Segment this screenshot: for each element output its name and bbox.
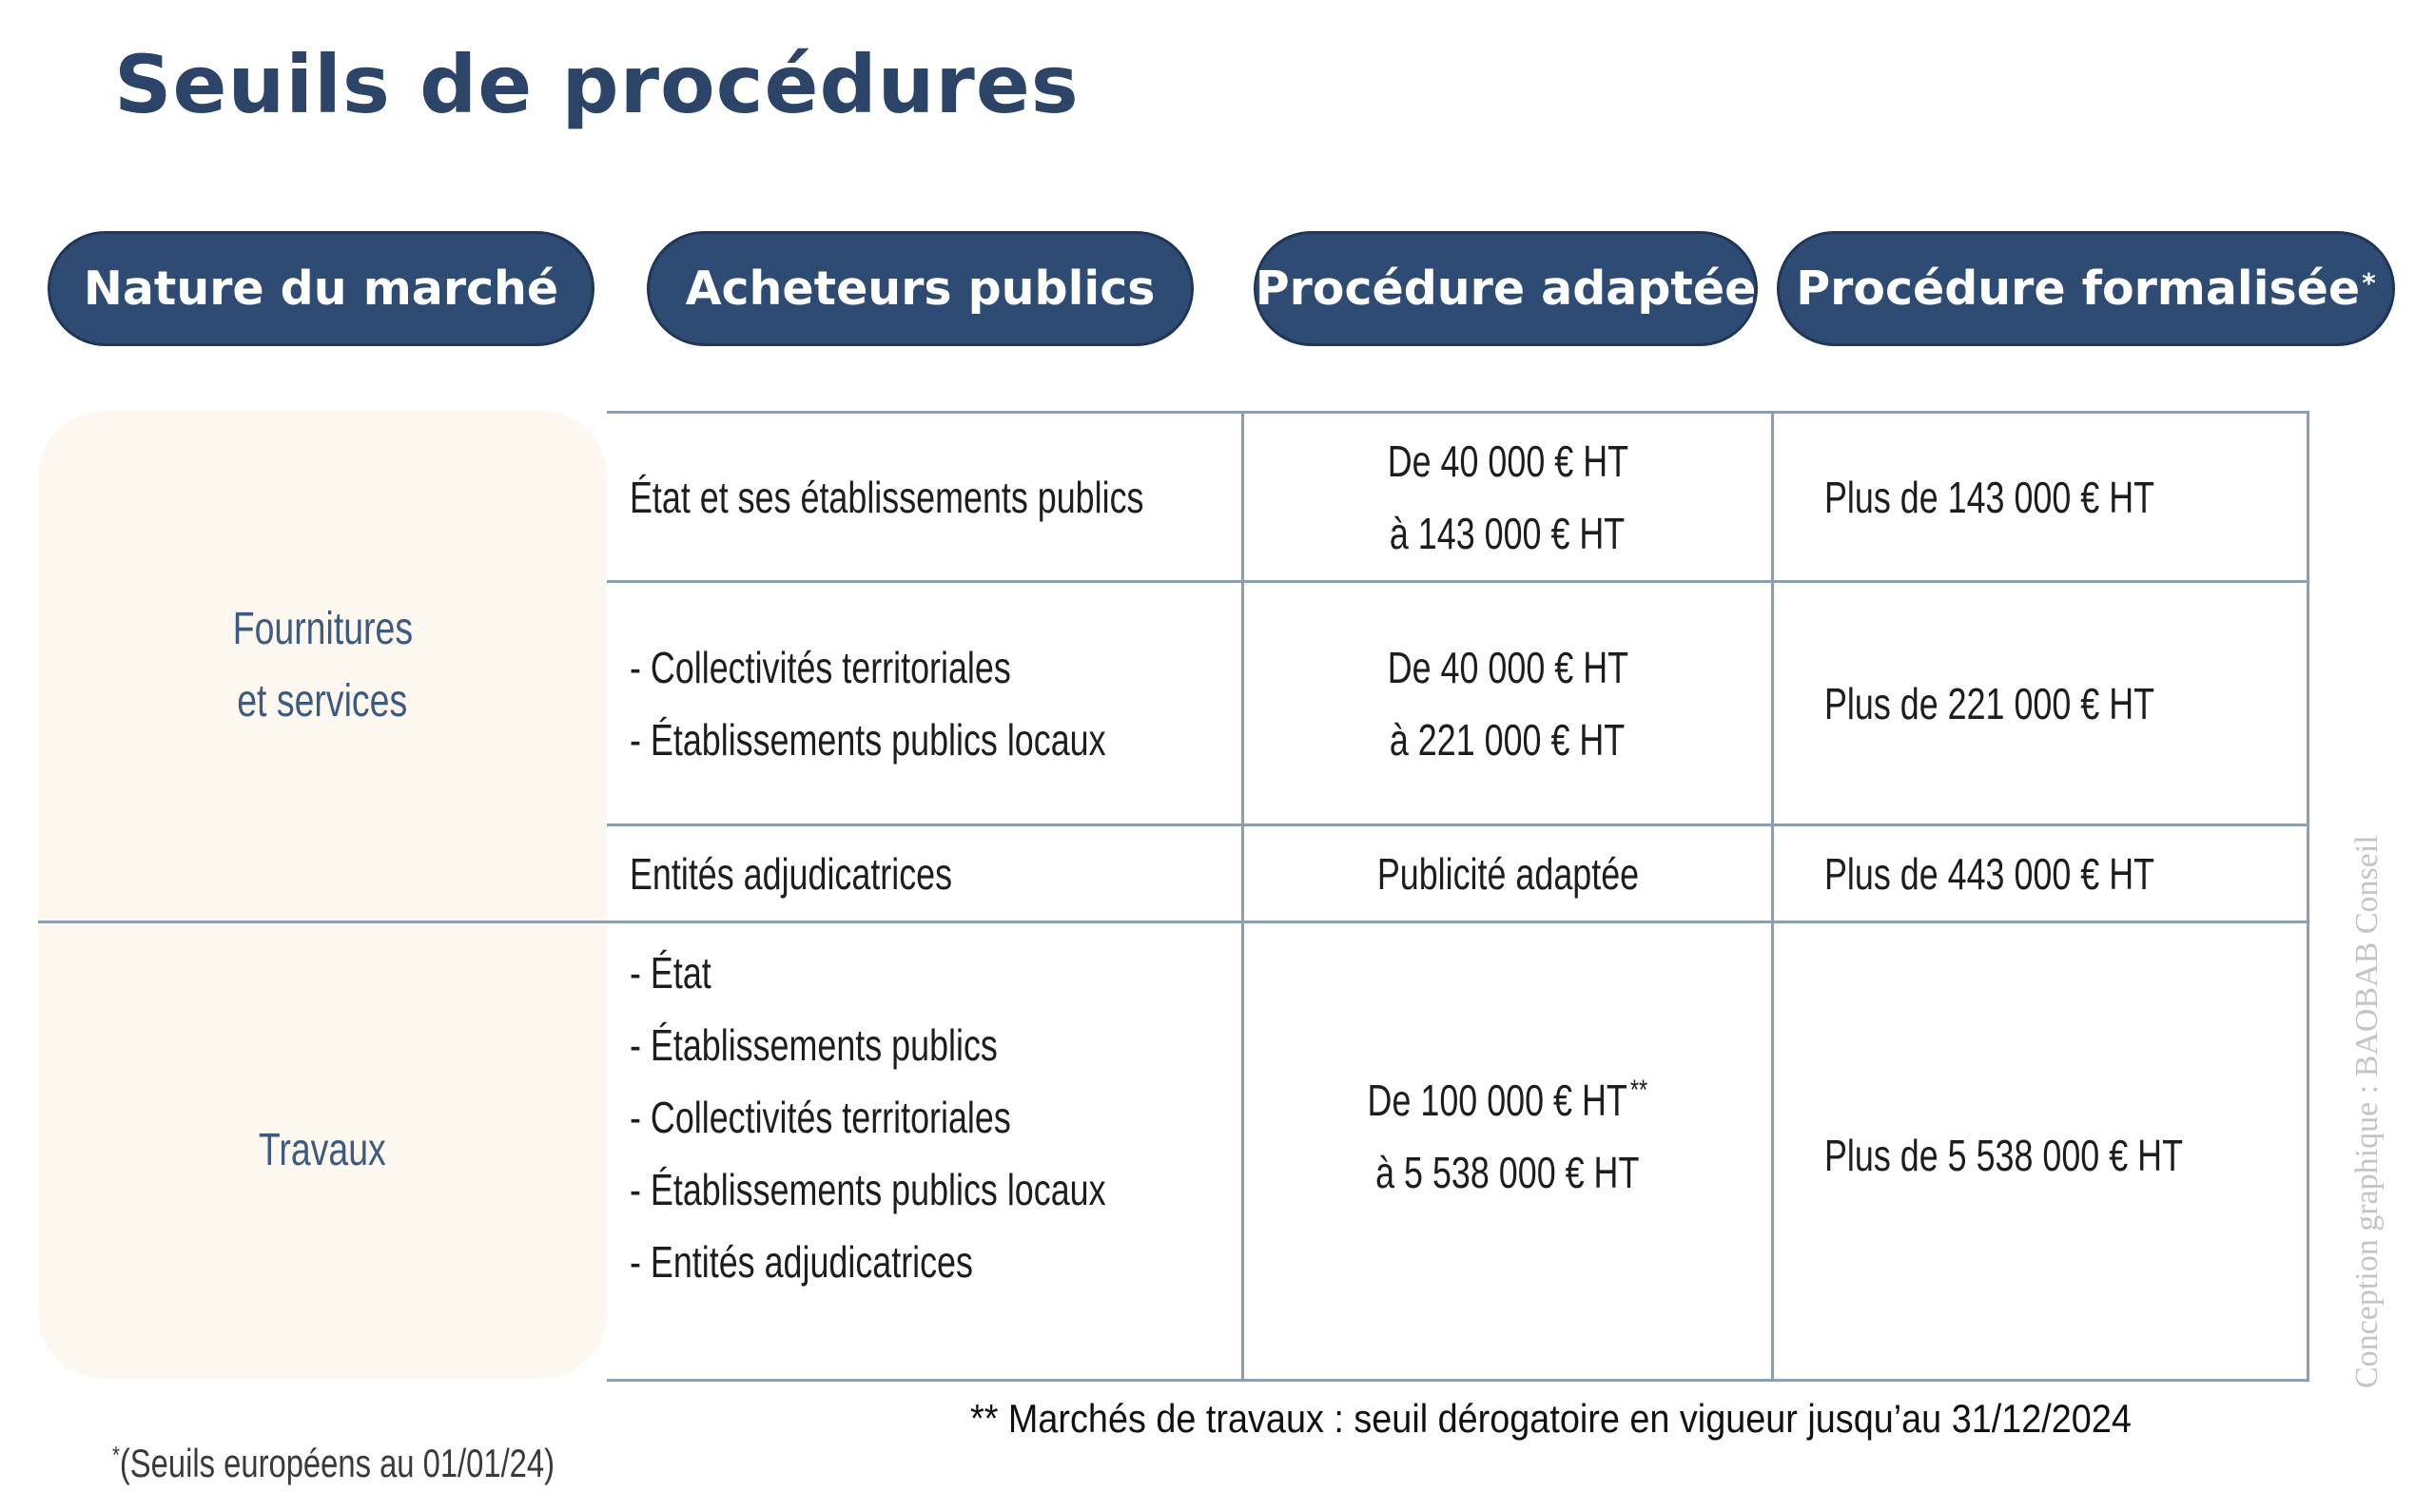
row1-formalisee: Plus de 143 000 € HT (1824, 472, 2155, 522)
table-row-4-acheteurs (630, 937, 1219, 1317)
row4-adaptee-mark: ** (1630, 1075, 1648, 1106)
header-nature (48, 231, 594, 346)
table-row-3-acheteurs (630, 826, 1219, 921)
row1-acheteur: État et ses établissements publics (630, 472, 1144, 522)
header-adaptee-label: Procédure adaptée (1255, 262, 1757, 316)
nature-fournitures-line2: et services (237, 676, 408, 727)
nature-travaux (38, 922, 607, 1379)
row4-acheteur-4: - Établissements publics locaux (630, 1165, 1106, 1214)
header-acheteurs-label: Acheteurs publics (685, 262, 1156, 316)
header-adaptee (1254, 231, 1758, 346)
table-row-1-formalisee (1824, 414, 2300, 580)
column-divider (1771, 411, 1774, 1382)
row1-adaptee-line1: De 40 000 € HT (1387, 436, 1628, 486)
row4-adaptee-line2: à 5 538 000 € HT (1375, 1148, 1640, 1197)
table-row-1-acheteurs (630, 414, 1219, 580)
table-row-3-adaptee (1244, 826, 1771, 921)
table-border-bottom (607, 1379, 2309, 1382)
eu-thresholds-note (112, 1441, 679, 1486)
eu-note-text: (Seuils européens au 01/01/24) (119, 1441, 555, 1485)
design-credit: Conception graphique : BAOBAB Conseil (2349, 835, 2385, 1388)
row3-formalisee: Plus de 443 000 € HT (1824, 848, 2155, 899)
row4-adaptee-line1: De 100 000 € HT (1367, 1076, 1627, 1125)
footnote (970, 1396, 2261, 1442)
row2-acheteur-2: - Établissements publics locaux (630, 714, 1106, 765)
row2-acheteur-1: - Collectivités territoriales (630, 642, 1011, 692)
row2-adaptee-line2: à 221 000 € HT (1390, 714, 1626, 765)
row4-acheteur-5: - Entités adjudicatrices (630, 1237, 973, 1287)
row1-adaptee-line2: à 143 000 € HT (1390, 508, 1626, 558)
table-row-2-acheteurs (630, 583, 1219, 824)
row2-adaptee-line1: De 40 000 € HT (1387, 642, 1628, 692)
header-formalisee-mark: * (2362, 267, 2376, 299)
row4-formalisee: Plus de 5 538 000 € HT (1824, 1131, 2183, 1180)
eu-note-mark: * (112, 1441, 120, 1469)
nature-fournitures (38, 411, 607, 921)
row3-adaptee: Publicité adaptée (1376, 848, 1639, 899)
footnote-text: ** Marchés de travaux : seuil dérogatoire en vigueur jusqu’au 31/12/2024 (970, 1396, 2132, 1441)
table-row-4-formalisee (1824, 1075, 2300, 1236)
table-row-2-formalisee (1824, 583, 2300, 824)
row3-acheteur: Entités adjudicatrices (630, 848, 953, 899)
table-row-2-adaptee (1244, 583, 1771, 824)
nature-travaux-label: Travaux (259, 1125, 386, 1175)
table-row-4-adaptee (1244, 1051, 1771, 1222)
header-formalisee-label: Procédure formalisée (1796, 262, 2361, 316)
page-title: Seuils de procédures (114, 38, 1080, 131)
row4-acheteur-2: - Établissements publics (630, 1020, 998, 1070)
nature-fournitures-line1: Fournitures (232, 604, 413, 654)
table-row-1-adaptee (1244, 414, 1771, 580)
table-border-right (2307, 411, 2309, 1382)
row4-acheteur-3: - Collectivités territoriales (630, 1093, 1011, 1142)
table-row-3-formalisee (1824, 826, 2300, 921)
header-formalisee (1777, 231, 2395, 346)
header-acheteurs (647, 231, 1194, 346)
row4-acheteur-1: - État (630, 948, 711, 998)
header-nature-label: Nature du marché (83, 262, 559, 316)
row2-formalisee: Plus de 221 000 € HT (1824, 678, 2155, 728)
